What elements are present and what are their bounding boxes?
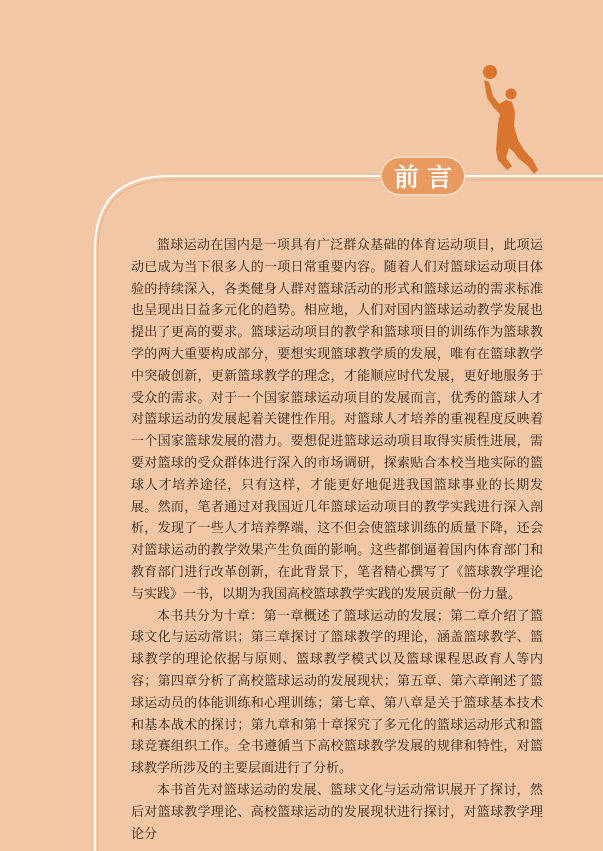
preface-paragraph-3: 本书首先对篮球运动的发展、篮球文化与运动常识展开了探讨，然后对篮球教学理论、高校篮球运动的发展现状进行探讨，对篮球教学理论分 (131, 782, 543, 842)
preface-body (131, 235, 543, 845)
page-title: 前言 (393, 163, 460, 192)
preface-paragraph-2: 本书共分为十章：第一章概述了篮球运动的发展；第二章介绍了篮球文化与运动常识；第三章探讨了篮球教学的理论，涵盖篮球教学、篮球教学的理论依据与原则、篮球教学模式以及篮球课程思政育人等内容；第四章分析了高校篮球运动的发展现状；第五章、第六章阐述了篮球运动员的体能训练和心理训练；第七章、第八章是关于篮球基本技术和基本战术的探讨；第九章和第十章探究了多元化的篮球运动形式和篮球竞赛组织工作。全书遵循当下高校篮球教学发展的规律和特性，对篮球教学所涉及的主要层面进行了分析。 (131, 608, 543, 777)
basketball-icon (483, 65, 497, 79)
preface-title-badge (380, 156, 466, 196)
preface-paragraph-1: 篮球运动在国内是一项具有广泛群众基础的体育运动项目，此项运动已成为当下很多人的一项日常重要内容。随着人们对篮球运动项目体验的持续深入，各类健身人群对篮球活动的形式和篮球运动的需求标准也呈现出日益多元化的趋势。相应地，人们对国内篮球运动教学发展也提出了更高的要求。篮球运动项目的教学和篮球项目的训练作为篮球教学的两大重要构成部分，要想实现篮球教学质的发展，唯有在篮球教学中突破创新，更新篮球教学的理念，才能顺应时代发展，更好地服务于受众的需求。对于一个国家篮球运动项目的发展而言，优秀的篮球人才对篮球运动的发展起着关键性作用。对篮球人才培养的重视程度反映着一个国家篮球发展的潜力。要想促进篮球运动项目取得实质性进展，需要对篮球的受众群体进行深入的市场调研，探索贴合本校当地实际的篮球人才培养途径，只有这样，才能更好地促进我国篮球事业的长期发展。然而，笔者通过对我国近几年篮球运动项目的教学实践进行深入剖析，发现了一些人才培养弊端，这不但会使篮球训练的质量下降，还会对篮球运动的教学效果产生负面的影响。这些都倒逼着国内体育部门和教育部门进行改革创新，在此背景下，笔者精心撰写了《篮球教学理论与实践》一书，以期为我国高校篮球教学实践的发展贡献一份力量。 (131, 238, 543, 602)
basketball-player-icon (483, 65, 538, 174)
